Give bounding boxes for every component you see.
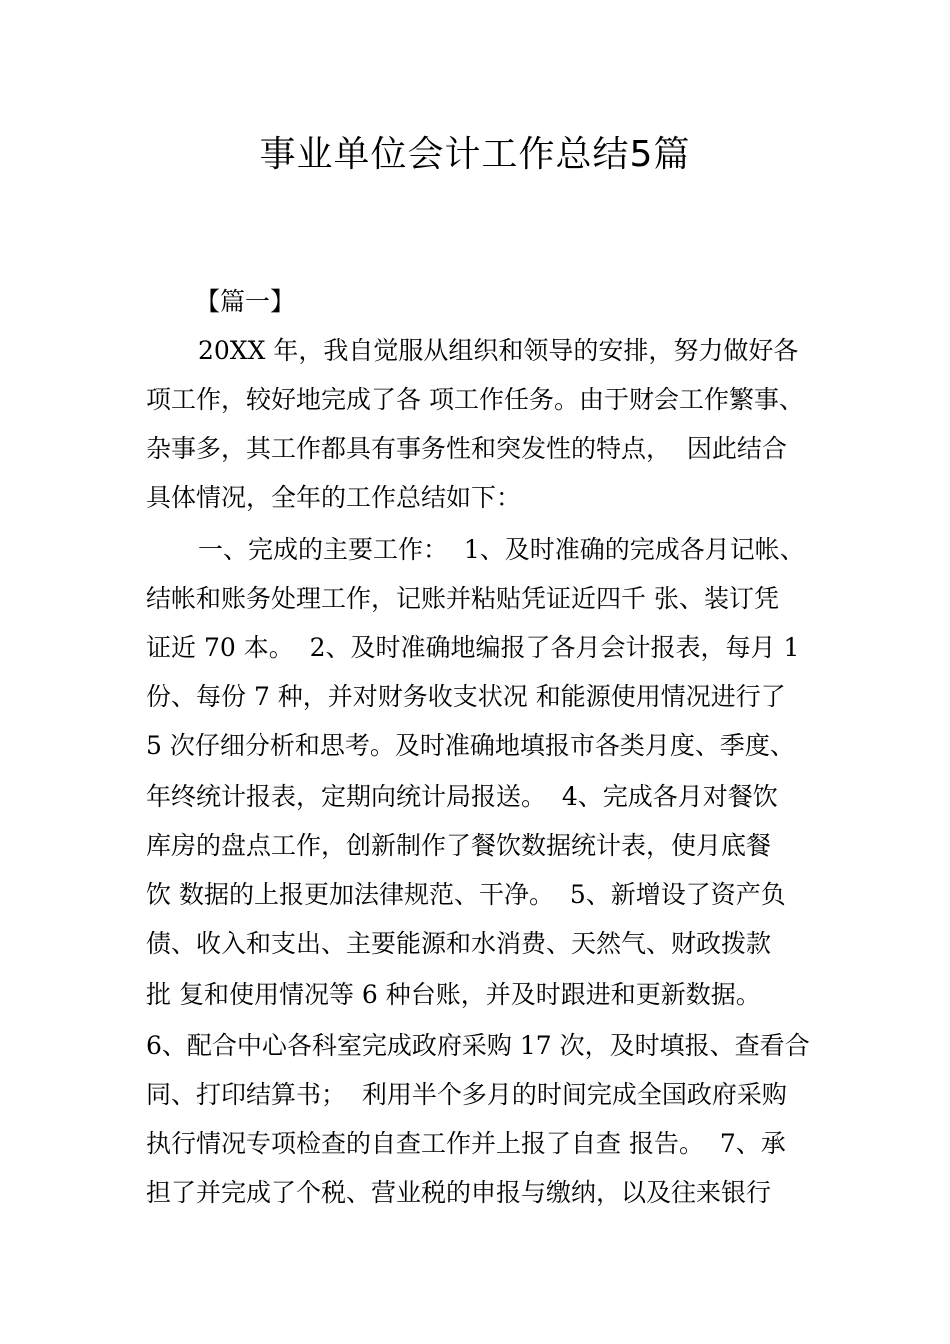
body-line-7: 证近 70 本。 2、及时准确地编报了各月会计报表，每月 1: [146, 633, 800, 662]
body-line-2: 项工作，较好地完成了各 项工作任务。由于财会工作繁事、: [146, 385, 804, 414]
document-title: 事业单位会计工作总结5篇: [259, 134, 691, 175]
body-line-18: 担了并完成了个税、营业税的申报与缴纳，以及往来银行: [146, 1178, 772, 1207]
body-line-9: 5 次仔细分析和思考。及时准确地填报市各类月度、季度、: [146, 731, 795, 760]
body-line-12: 饮 数据的上报更加法律规范、干净。 5、新增设了资产负: [146, 880, 786, 909]
body-line-10: 年终统计报表，定期向统计局报送。 4、完成各月对餐饮: [146, 782, 778, 811]
body-line-14: 批 复和使用情况等 6 种台账，并及时跟进和更新数据。: [146, 980, 761, 1009]
body-line-13: 债、收入和支出、主要能源和水消费、天然气、财政拨款: [146, 929, 772, 958]
body-line-6: 结帐和账务处理工作，记账并粘贴凭证近四千 张、装订凭: [146, 584, 779, 613]
body-line-3: 杂事多，其工作都具有事务性和突发性的特点， 因此结合: [146, 434, 787, 463]
body-line-5: 一、完成的主要工作： 1、及时准确的完成各月记帐、: [198, 535, 805, 564]
body-line-11: 库房的盘点工作，创新制作了餐饮数据统计表，使月底餐: [146, 831, 772, 860]
body-line-17: 执行情况专项检查的自查工作并上报了自查 报告。 7、承: [146, 1129, 786, 1158]
section-heading: 【篇一】: [195, 287, 296, 316]
body-line-16: 同、打印结算书； 利用半个多月的时间完成全国政府采购: [146, 1080, 787, 1109]
body-line-15: 6、配合中心各科室完成政府采购 17 次，及时填报、查看合: [146, 1031, 810, 1060]
body-line-4: 具体情况，全年的工作总结如下：: [146, 483, 522, 512]
body-line-1: 20XX 年，我自觉服从组织和领导的安排，努力做好各: [198, 336, 799, 365]
body-line-8: 份、每份 7 种，并对财务收支状况 和能源使用情况进行了: [146, 682, 786, 711]
